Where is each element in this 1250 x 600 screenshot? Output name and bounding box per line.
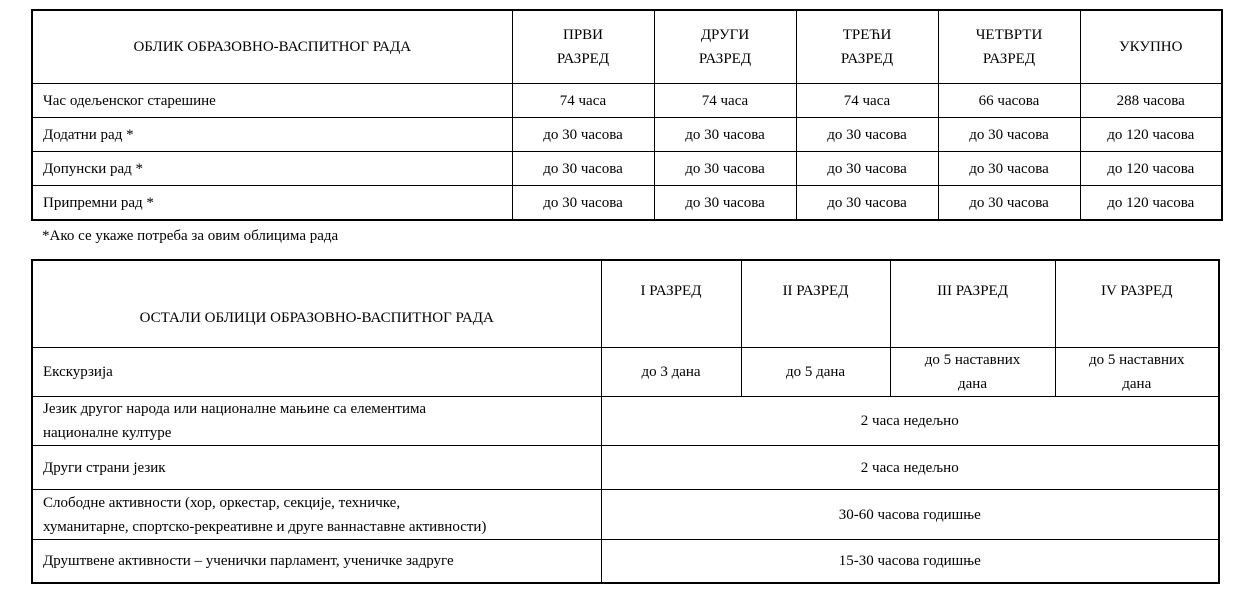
cell: до 30 часова [796,152,938,186]
table-row [32,152,1222,186]
cell: 74 часа [654,84,796,118]
merged-cell: 30-60 часова годишње [601,490,1219,540]
cell: до 30 часова [796,186,938,221]
header-grade-2: ДРУГИ РАЗРЕД [654,10,796,84]
cell: до 5 наставних дана [1055,348,1219,397]
header-grade-3: III РАЗРЕД [890,260,1055,348]
row-label: Допунски рад * [32,152,512,186]
table-row [32,446,1219,490]
header-grade-3: ТРЕЋИ РАЗРЕД [796,10,938,84]
row-label: Час одељенског старешине [32,84,512,118]
merged-cell: 2 часа недељно [601,397,1219,446]
cell: до 3 дана [601,348,741,397]
merged-cell: 15-30 часова годишње [601,540,1219,584]
cell: до 30 часова [938,186,1080,221]
table-row [32,84,1222,118]
cell: до 30 часова [654,152,796,186]
header-other-forms: ОСТАЛИ ОБЛИЦИ ОБРАЗОВНО-ВАСПИТНОГ РАДА [32,260,601,348]
other-forms-table [31,259,1220,584]
cell: 288 часова [1080,84,1222,118]
row-label: Екскурзија [32,348,601,397]
row-label: Слободне активности (хор, оркестар, секције, техничке, хуманитарне, спортско-рекреативне и друге ваннаставне активности) [32,490,601,540]
header-grade-1: ПРВИ РАЗРЕД [512,10,654,84]
header-total: УКУПНО [1080,10,1222,84]
footnote: *Ако се укаже потреба за овим облицима рада [42,228,339,244]
cell: до 30 часова [938,152,1080,186]
row-label: Додатни рад * [32,118,512,152]
cell: 66 часова [938,84,1080,118]
cell: до 120 часова [1080,152,1222,186]
table-row [32,186,1222,221]
cell: до 30 часова [512,118,654,152]
header-form-of-work: ОБЛИК ОБРАЗОВНО-ВАСПИТНОГ РАДА [32,10,512,84]
merged-cell: 2 часа недељно [601,446,1219,490]
cell: 74 часа [796,84,938,118]
header-grade-4: ЧЕТВРТИ РАЗРЕД [938,10,1080,84]
cell: до 5 дана [741,348,890,397]
cell: до 30 часова [938,118,1080,152]
forms-of-work-table [31,9,1223,221]
table-row [32,118,1222,152]
cell: до 30 часова [796,118,938,152]
cell: до 30 часова [512,152,654,186]
table-row [32,348,1219,397]
row-label: Друштвене активности – ученички парламент, ученичке задруге [32,540,601,584]
cell: до 5 наставних дана [890,348,1055,397]
cell: до 120 часова [1080,186,1222,221]
cell: 74 часа [512,84,654,118]
table-row [32,397,1219,446]
row-label: Припремни рад * [32,186,512,221]
table-header-row [32,260,1219,348]
row-label: Језик другог народа или националне мањине са елементима националне културе [32,397,601,446]
table-header-row [32,10,1222,84]
table-row [32,490,1219,540]
row-label: Други страни језик [32,446,601,490]
cell: до 30 часова [654,186,796,221]
cell: до 30 часова [512,186,654,221]
header-grade-2: II РАЗРЕД [741,260,890,348]
table-row [32,540,1219,584]
cell: до 30 часова [654,118,796,152]
header-grade-4: IV РАЗРЕД [1055,260,1219,348]
header-grade-1: I РАЗРЕД [601,260,741,348]
cell: до 120 часова [1080,118,1222,152]
